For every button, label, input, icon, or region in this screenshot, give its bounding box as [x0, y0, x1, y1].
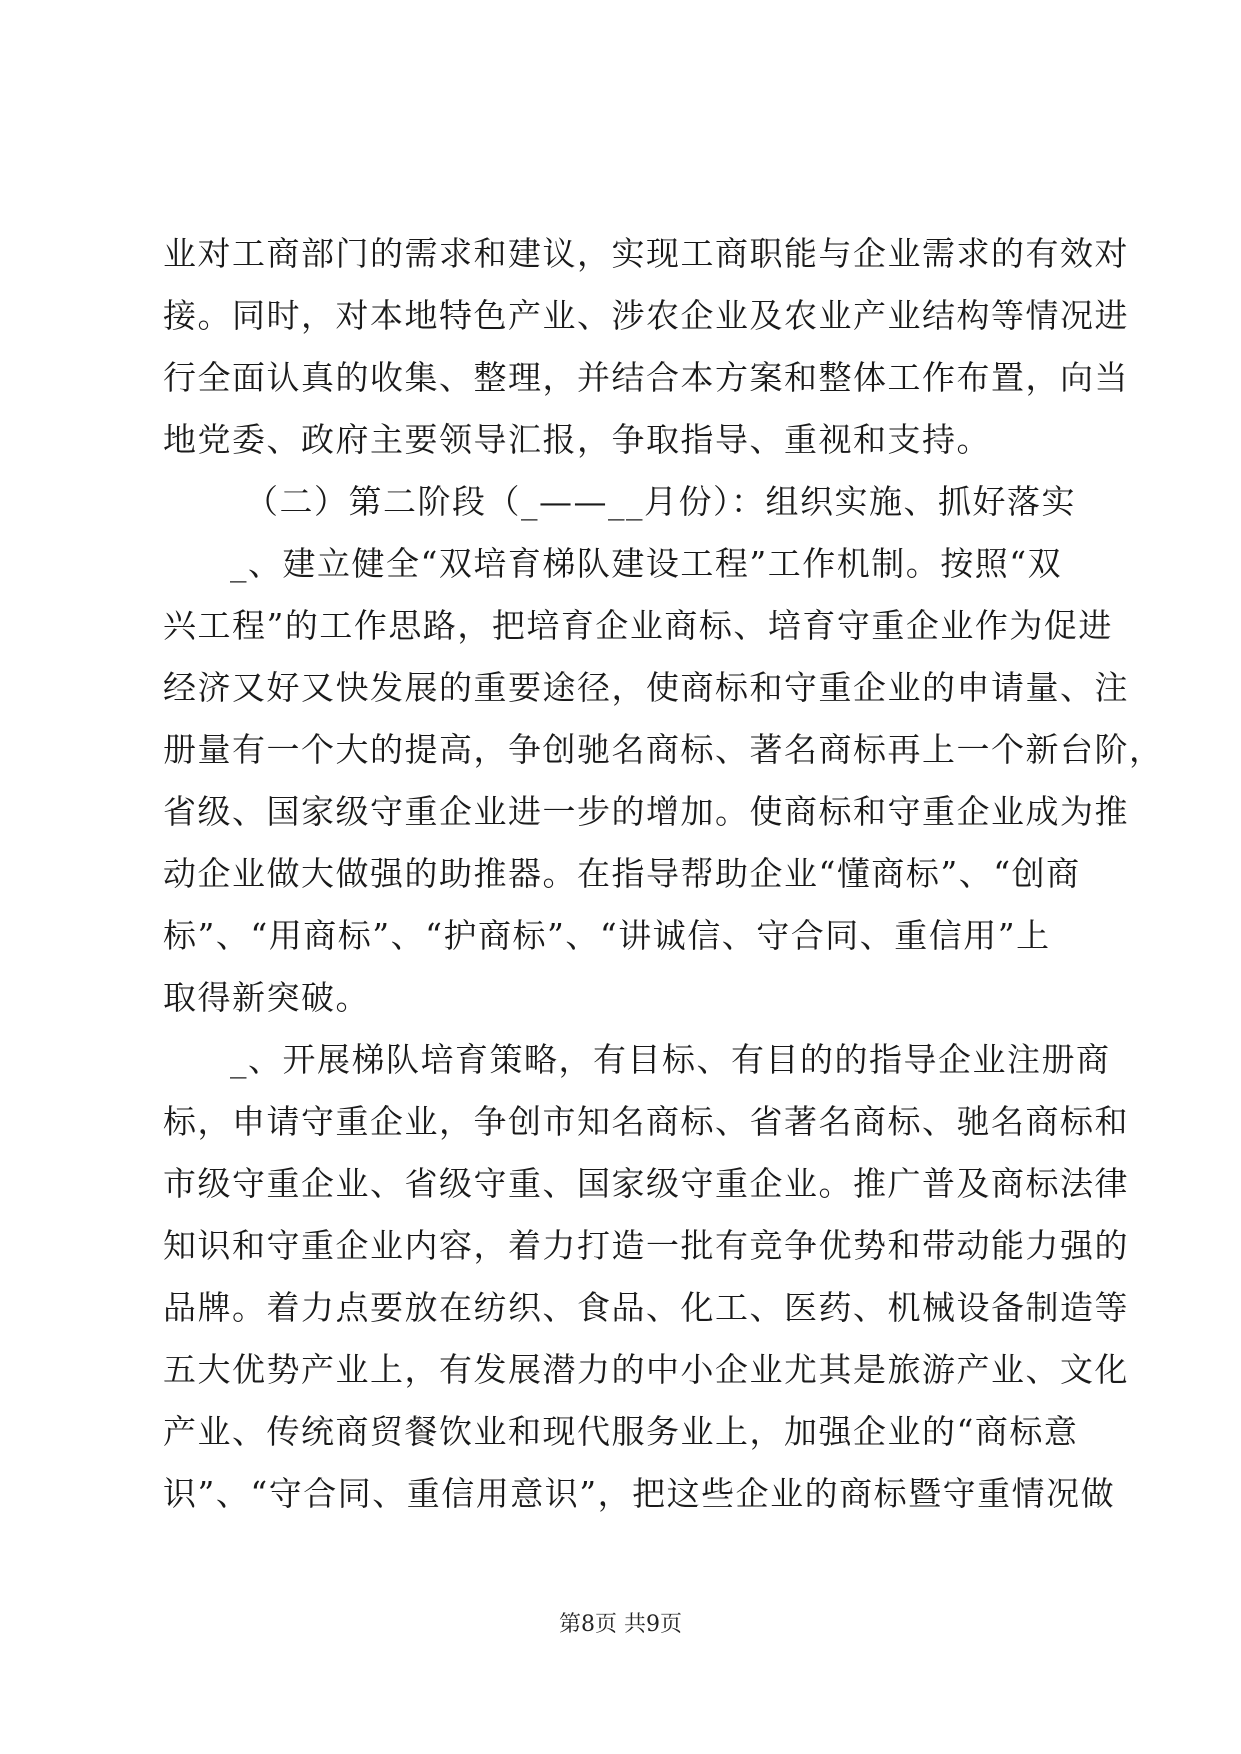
page-number-footer: 第8页 共9页: [559, 1612, 682, 1637]
text-line: 知识和守重企业内容，着力打造一批有竞争优势和带动能力强的: [163, 1226, 1129, 1265]
text-line: 标”、“用商标”、“护商标”、“讲诚信、守合同、重信用”上: [163, 916, 1051, 955]
text-line: 经济又好又快发展的重要途径，使商标和守重企业的申请量、注: [163, 668, 1129, 707]
text-line: 接。同时，对本地特色产业、涉农企业及农业产业结构等情况进: [163, 296, 1129, 335]
text-line: 省级、国家级守重企业进一步的增加。使商标和守重企业成为推: [163, 792, 1129, 831]
text-line: 地党委、政府主要领导汇报，争取指导、重视和支持。: [163, 420, 991, 459]
text-line: 动企业做大做强的助推器。在指导帮助企业“懂商标”、“创商: [163, 854, 1081, 893]
text-line: 取得新突破。: [163, 978, 370, 1017]
paragraph-start: _、开展梯队培育策略，有目标、有目的的指导企业注册商: [230, 1040, 1111, 1079]
text-line: 兴工程”的工作思路，把培育企业商标、培育守重企业作为促进: [163, 606, 1113, 645]
text-line: 业对工商部门的需求和建议，实现工商职能与企业需求的有效对: [163, 234, 1129, 273]
text-line: 识”、“守合同、重信用意识”，把这些企业的商标暨守重情况做: [163, 1474, 1116, 1513]
text-line: 五大优势产业上，有发展潜力的中小企业尤其是旅游产业、文化: [163, 1350, 1129, 1389]
text-line: 册量有一个大的提高，争创驰名商标、著名商标再上一个新台阶，: [163, 730, 1164, 769]
text-line: 行全面认真的收集、整理，并结合本方案和整体工作布置，向当: [163, 358, 1129, 397]
text-line: 品牌。着力点要放在纺织、食品、化工、医药、机械设备制造等: [163, 1288, 1129, 1327]
paragraph-start: _、建立健全“双培育梯队建设工程”工作机制。按照“双: [230, 544, 1063, 583]
text-line: 市级守重企业、省级守重、国家级守重企业。推广普及商标法律: [163, 1164, 1129, 1203]
section-heading: （二）第二阶段（_——__月份）：组织实施、抓好落实: [245, 482, 1076, 521]
text-line: 产业、传统商贸餐饮业和现代服务业上，加强企业的“商标意: [163, 1412, 1079, 1451]
text-line: 标，申请守重企业，争创市知名商标、省著名商标、驰名商标和: [163, 1102, 1129, 1141]
